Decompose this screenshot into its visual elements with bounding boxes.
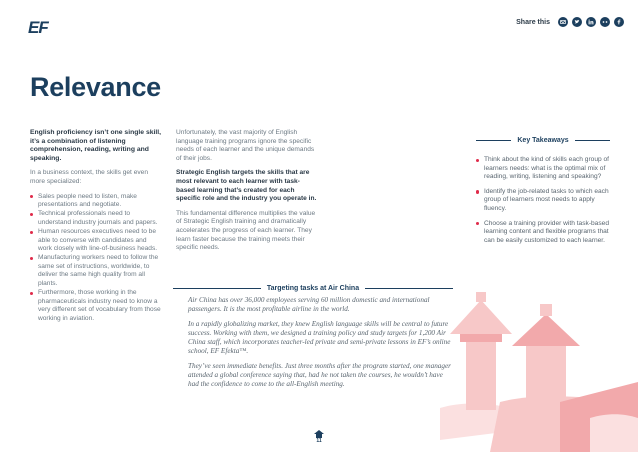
case-paragraph: They’ve seen immediate benefits. Just three months after the program started, one manager attended a global conference saying that, had he not taken the courses, he wouldn’t have had the confidence to come to the all-English meeting. [188, 362, 451, 388]
body-paragraph: This fundamental difference multiplies the value of Strategic English training and dramatically accelerates the progress of each learner. They learn faster because the training meets their specific needs. [176, 209, 316, 252]
list-item: Think about the kind of skills each group of learners needs: what is the optimal mix of reading, writing, listening and speaking? [476, 156, 610, 182]
intro-paragraph: In a business context, the skills get even more specialized: [30, 169, 149, 185]
divider [476, 140, 511, 141]
body-column [176, 129, 318, 259]
page-number [312, 430, 326, 444]
list-item: Sales people need to listen, make presentations and negotiate. [30, 193, 162, 210]
linkedin-icon[interactable] [586, 17, 596, 27]
case-study [188, 296, 453, 395]
list-item: Identify the job-related tasks to which each group of learners most needs to apply fluency. [476, 188, 610, 214]
twitter-icon[interactable] [572, 17, 582, 27]
list-item: Manufacturing workers need to follow the same set of instructions, worldwide, to deliver the same high quality from all plants. [30, 254, 162, 288]
page-number-icon [314, 430, 324, 438]
page-title: Relevance [30, 72, 161, 102]
skills-list [30, 193, 162, 324]
list-item: Technical professionals need to understand industry journals and papers. [30, 210, 162, 227]
case-study-title: Targeting tasks at Air China [266, 285, 360, 292]
key-takeaways-title: Key Takeaways [517, 137, 569, 144]
case-paragraph: Air China has over 36,000 employees serving 60 million domestic and international passengers. It is the most profitable airline in the world. [188, 296, 430, 313]
share-bar [516, 17, 624, 27]
list-item: Choose a training provider with task-based learning content and flexible programs that can be easily customized to each learner. [476, 220, 610, 246]
email-icon[interactable] [558, 17, 568, 27]
takeaways-list [476, 156, 610, 245]
lead-paragraph: English proficiency isn’t one single skill, it’s a combination of listening comprehension, reading, writing and speaking. [30, 129, 162, 162]
divider [365, 288, 453, 289]
list-item: Furthermore, those working in the pharmaceuticals industry need to know a very different set of vocabulary from those working in aviation. [30, 289, 162, 323]
key-takeaways-header [476, 137, 610, 144]
case-paragraph: In a rapidly globalizing market, they knew English language skills will be central to future success. Working with them, we designed a training policy and study targets for 1,200 Air China staff, which incorporates teacher-led private and semi-private lessons in EF’s online school, EF Efekta™. [188, 320, 451, 355]
highlight-paragraph: Strategic English targets the skills that are most relevant to each learner with task-based learning that’s created for each specific role and the industry you operate in. [176, 169, 317, 203]
body-paragraph: Unfortunately, the vast majority of English language training programs ignore the specific needs of each learner and the unique demands of their jobs. [176, 129, 315, 162]
case-study-header [173, 285, 453, 292]
divider [575, 140, 610, 141]
list-item: Human resources executives need to be able to converse with candidates and work closely with line-of-business heads. [30, 228, 162, 254]
facebook-icon[interactable] [614, 17, 624, 27]
key-takeaways [476, 137, 610, 251]
google-plus-icon[interactable] [600, 17, 610, 27]
divider [173, 288, 261, 289]
ef-logo: EF [28, 18, 48, 37]
intro-column [30, 129, 162, 324]
page-number-text: 11 [316, 438, 322, 444]
share-label: Share this [516, 18, 550, 26]
temple-illustration [440, 290, 638, 452]
